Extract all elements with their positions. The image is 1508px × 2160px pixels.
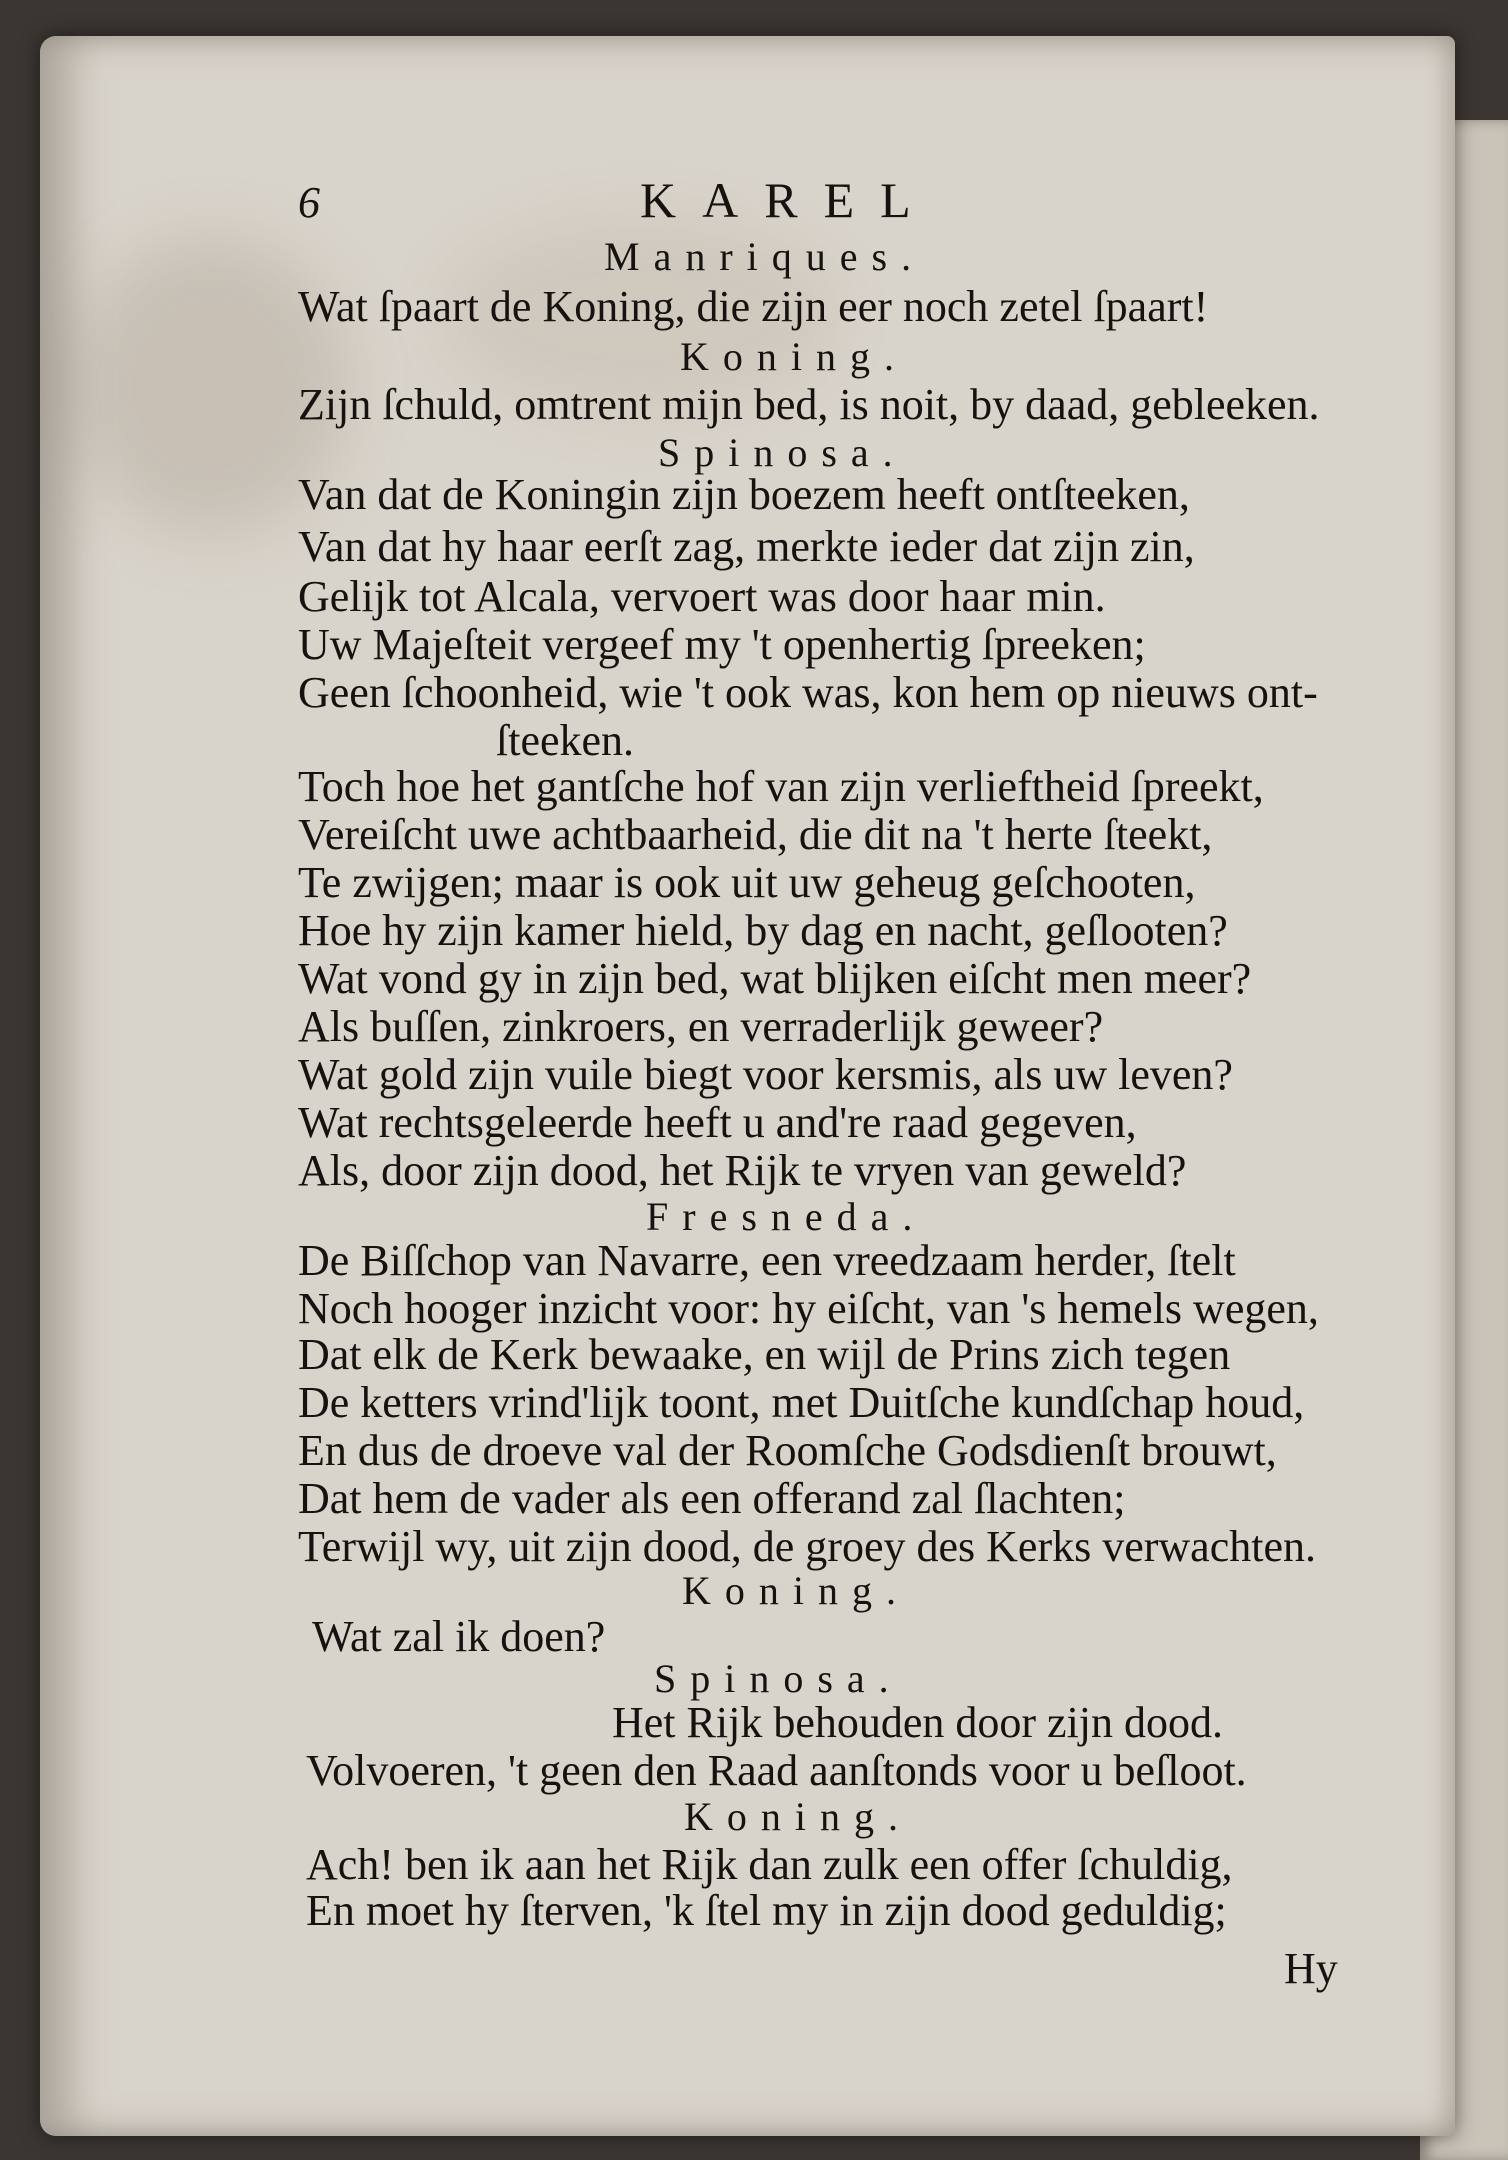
verse-line: Te zwijgen; maar is ook uit uw geheug geſchooten, <box>298 858 1196 907</box>
verse-line: De ketters vrind'lijk toont, met Duitſche kundſchap houd, <box>298 1378 1305 1427</box>
verse-line: Dat hem de vader als een offerand zal ſlachten; <box>298 1474 1126 1523</box>
verse-line-split: Het Rijk behouden door zijn dood. <box>612 1698 1224 1747</box>
verse-line-continuation: ſteeken. <box>496 716 635 765</box>
verse-line: Geen ſchoonheid, wie 't ook was, kon hem op nieuws ont- <box>298 668 1318 717</box>
verse-line: En moet hy ſterven, 'k ſtel my in zijn dood geduldig; <box>306 1886 1227 1935</box>
verse-line: Wat gold zijn vuile biegt voor kersmis, als uw leven? <box>298 1050 1233 1099</box>
speaker-fresneda: Fresneda. <box>646 1194 927 1239</box>
verse-line: Uw Majeſteit vergeef my 't openhertig ſpreeken; <box>298 620 1146 669</box>
verse-line: Van dat hy haar eerſt zag, merkte ieder dat zijn zin, <box>298 522 1195 571</box>
verse-line: Zijn ſchuld, omtrent mijn bed, is noit, by daad, gebleeken. <box>298 380 1320 429</box>
verse-line: Wat vond gy in zijn bed, wat blijken eiſcht men meer? <box>298 954 1252 1003</box>
verse-line: Dat elk de Kerk bewaake, en wijl de Prins zich tegen <box>298 1330 1231 1379</box>
page-number: 6 <box>298 178 320 227</box>
verse-line: Wat ſpaart de Koning, die zijn eer noch zetel ſpaart! <box>298 282 1209 331</box>
verse-line: Noch hooger inzicht voor: hy eiſcht, van 's hemels wegen, <box>298 1284 1319 1333</box>
verse-line: Wat rechtsgeleerde heeft u and're raad gegeven, <box>298 1098 1137 1147</box>
catchword: Hy <box>1284 1944 1338 1993</box>
verse-line: De Biſſchop van Navarre, een vreedzaam herder, ſtelt <box>298 1236 1236 1285</box>
verse-line: Terwijl wy, uit zijn dood, de groey des Kerks verwachten. <box>298 1522 1316 1571</box>
speaker-manriques: Manriques. <box>604 234 926 279</box>
verse-line: Wat zal ik doen? <box>312 1612 606 1661</box>
verse-line: En dus de droeve val der Roomſche Godsdienſt brouwt, <box>298 1426 1277 1475</box>
running-title: KAREL <box>640 172 937 228</box>
verse-line: Van dat de Koningin zijn boezem heeft ontſteeken, <box>298 470 1190 519</box>
speaker-spinosa: Spinosa. <box>658 430 907 475</box>
verse-line: Volvoeren, 't geen den Raad aanſtonds voor u beſloot. <box>306 1746 1247 1795</box>
verse-line: Gelijk tot Alcala, vervoert was door haar min. <box>298 572 1106 621</box>
verse-line: Vereiſcht uwe achtbaarheid, die dit na 't herte ſteekt, <box>298 810 1213 859</box>
verse-line: Hoe hy zijn kamer hield, by dag en nacht, geſlooten? <box>298 906 1228 955</box>
speaker-koning: Koning. <box>680 334 908 379</box>
verse-line: Als, door zijn dood, het Rijk te vryen van geweld? <box>298 1146 1187 1195</box>
speaker-koning: Koning. <box>684 1794 912 1839</box>
speaker-koning: Koning. <box>682 1568 910 1613</box>
verse-line: Als buſſen, zinkroers, en verraderlijk geweer? <box>298 1002 1104 1051</box>
speaker-spinosa: Spinosa. <box>654 1656 903 1701</box>
verse-line: Ach! ben ik aan het Rijk dan zulk een offer ſchuldig, <box>306 1840 1233 1889</box>
verse-line: Toch hoe het gantſche hof van zijn verlieftheid ſpreekt, <box>298 762 1264 811</box>
